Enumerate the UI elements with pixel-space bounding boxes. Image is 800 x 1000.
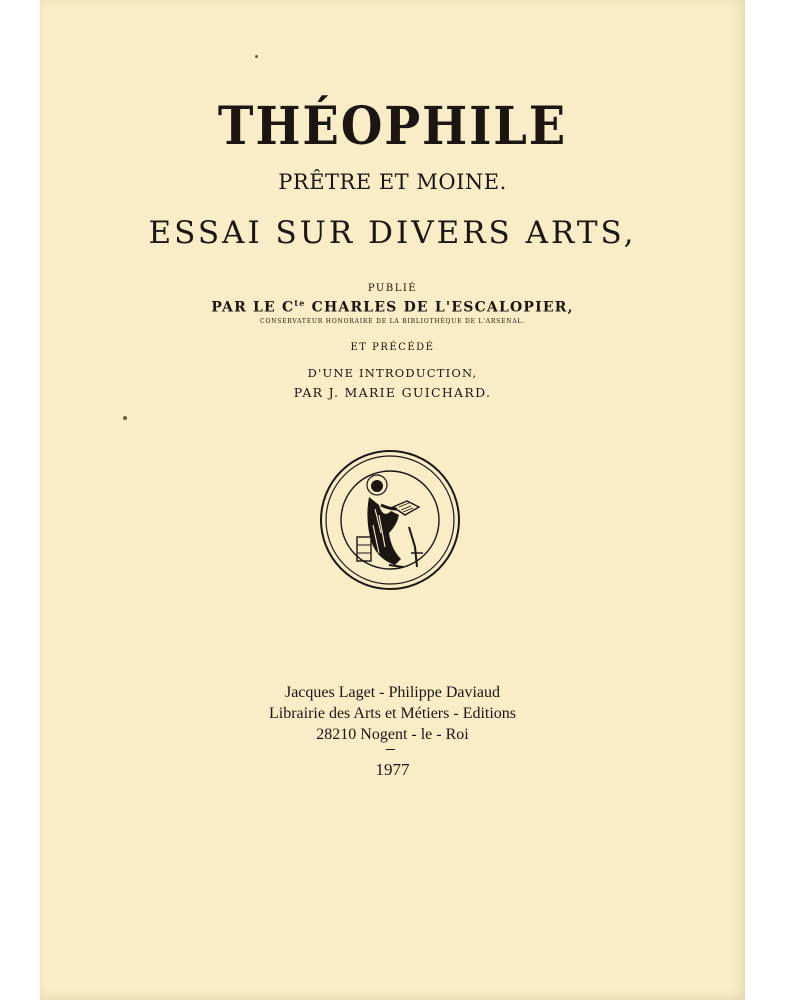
paper-speck [255,55,258,58]
introduction-author: PAR J. MARIE GUICHARD. [293,385,492,400]
published-label: PUBLIÉ [367,283,418,294]
editor-title-abbrev: te [294,298,306,308]
introduction-label: D'UNE INTRODUCTION, [307,366,478,380]
book-title: THÉOPHILE [217,96,568,157]
publisher-house: Librairie des Arts et Métiers - Editions [268,705,517,722]
editor-name: CHARLES DE L'ESCALOPIER, [305,299,574,316]
publisher-names: Jacques Laget - Philippe Daviaud [284,684,501,701]
monk-reading-medallion-icon [319,449,461,591]
book-cover [40,0,745,1000]
editor-role: CONSERVATEUR HONORAIRE DE LA BIBLIOTHÈQUE DE L'ARSENAL. [260,318,525,325]
publisher-address: 28210 Nogent - le - Roi [316,726,469,743]
editor-prefix: PAR LE C [211,299,295,316]
publication-year: 1977 [375,760,410,779]
book-subtitle: PRÊTRE ET MOINE. [278,170,507,194]
editor-line [40,298,745,316]
work-title: ESSAI SUR DIVERS ARTS, [148,215,637,251]
divider [386,749,395,750]
paper-speck [123,416,127,420]
preceded-label: ET PRÉCÉDÉ [350,342,435,353]
